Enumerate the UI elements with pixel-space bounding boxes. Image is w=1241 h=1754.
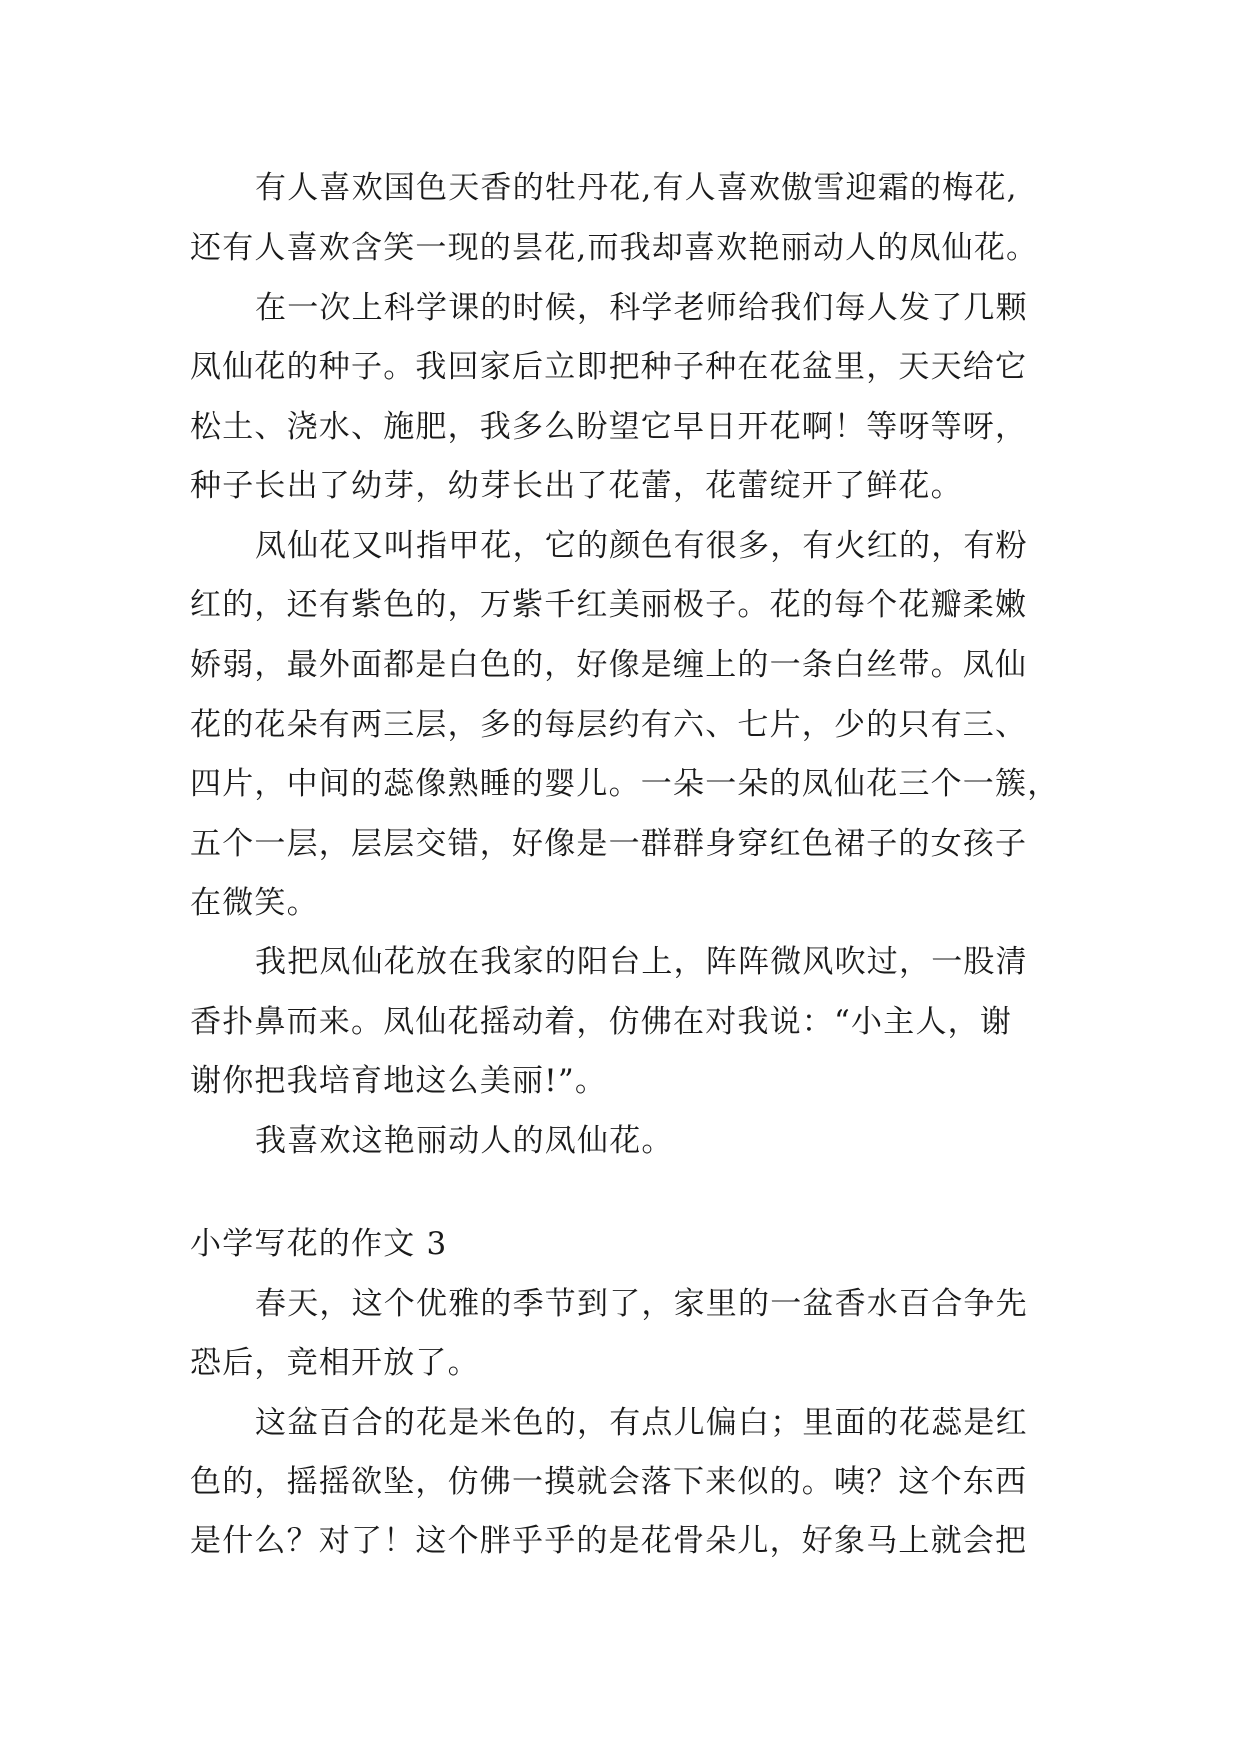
paragraph-line: 恐后，竞相开放了。 bbox=[190, 1345, 480, 1381]
paragraph-line: 谢你把我培育地这么美丽!”。 bbox=[190, 1063, 608, 1099]
paragraph-line: 我把凤仙花放在我家的阳台上，阵阵微风吹过，一股清 bbox=[255, 944, 1028, 980]
paragraph-line: 红的，还有紫色的，万紫千红美丽极子。花的每个花瓣柔嫩 bbox=[190, 587, 1028, 623]
paragraph-line: 凤仙花的种子。我回家后立即把种子种在花盆里，天天给它 bbox=[190, 349, 1028, 385]
paragraph-line: 四片，中间的蕊像熟睡的婴儿。一朵一朵的凤仙花三个一簇， bbox=[190, 766, 1060, 802]
paragraph-line: 香扑鼻而来。凤仙花摇动着，仿佛在对我说：“小主人，谢 bbox=[190, 1004, 1013, 1040]
paragraph-line: 松土、浇水、施肥，我多么盼望它早日开花啊！等呀等呀， bbox=[190, 409, 1028, 445]
paragraph-line: 色的，摇摇欲坠，仿佛一摸就会落下来似的。咦？这个东西 bbox=[190, 1464, 1028, 1500]
paragraph-line: 种子长出了幼芽，幼芽长出了花蕾，花蕾绽开了鲜花。 bbox=[190, 468, 963, 504]
paragraph-line: 是什么？对了！这个胖乎乎的是花骨朵儿，好象马上就会把 bbox=[190, 1523, 1028, 1559]
paragraph-line: 花的花朵有两三层，多的每层约有六、七片，少的只有三、 bbox=[190, 707, 1028, 743]
paragraph-line: 凤仙花又叫指甲花，它的颜色有很多，有火红的，有粉 bbox=[255, 528, 1028, 564]
paragraph-line: 娇弱，最外面都是白色的，好像是缠上的一条白丝带。凤仙 bbox=[190, 647, 1028, 683]
section-heading: 小学写花的作文 3 bbox=[190, 1226, 448, 1262]
paragraph-line: 还有人喜欢含笑一现的昙花,而我却喜欢艳丽动人的凤仙花。 bbox=[190, 230, 1039, 266]
paragraph-line: 在微笑。 bbox=[190, 885, 319, 921]
paragraph-line: 有人喜欢国色天香的牡丹花,有人喜欢傲雪迎霜的梅花, bbox=[255, 170, 1018, 206]
paragraph-line: 在一次上科学课的时候，科学老师给我们每人发了几颗 bbox=[255, 290, 1028, 326]
paragraph-line: 这盆百合的花是米色的，有点儿偏白；里面的花蕊是红 bbox=[255, 1405, 1028, 1441]
paragraph-line: 五个一层，层层交错，好像是一群群身穿红色裙子的女孩子 bbox=[190, 826, 1028, 862]
paragraph-line: 春天，这个优雅的季节到了，家里的一盆香水百合争先 bbox=[255, 1286, 1028, 1322]
paragraph-line: 我喜欢这艳丽动人的凤仙花。 bbox=[255, 1123, 674, 1159]
